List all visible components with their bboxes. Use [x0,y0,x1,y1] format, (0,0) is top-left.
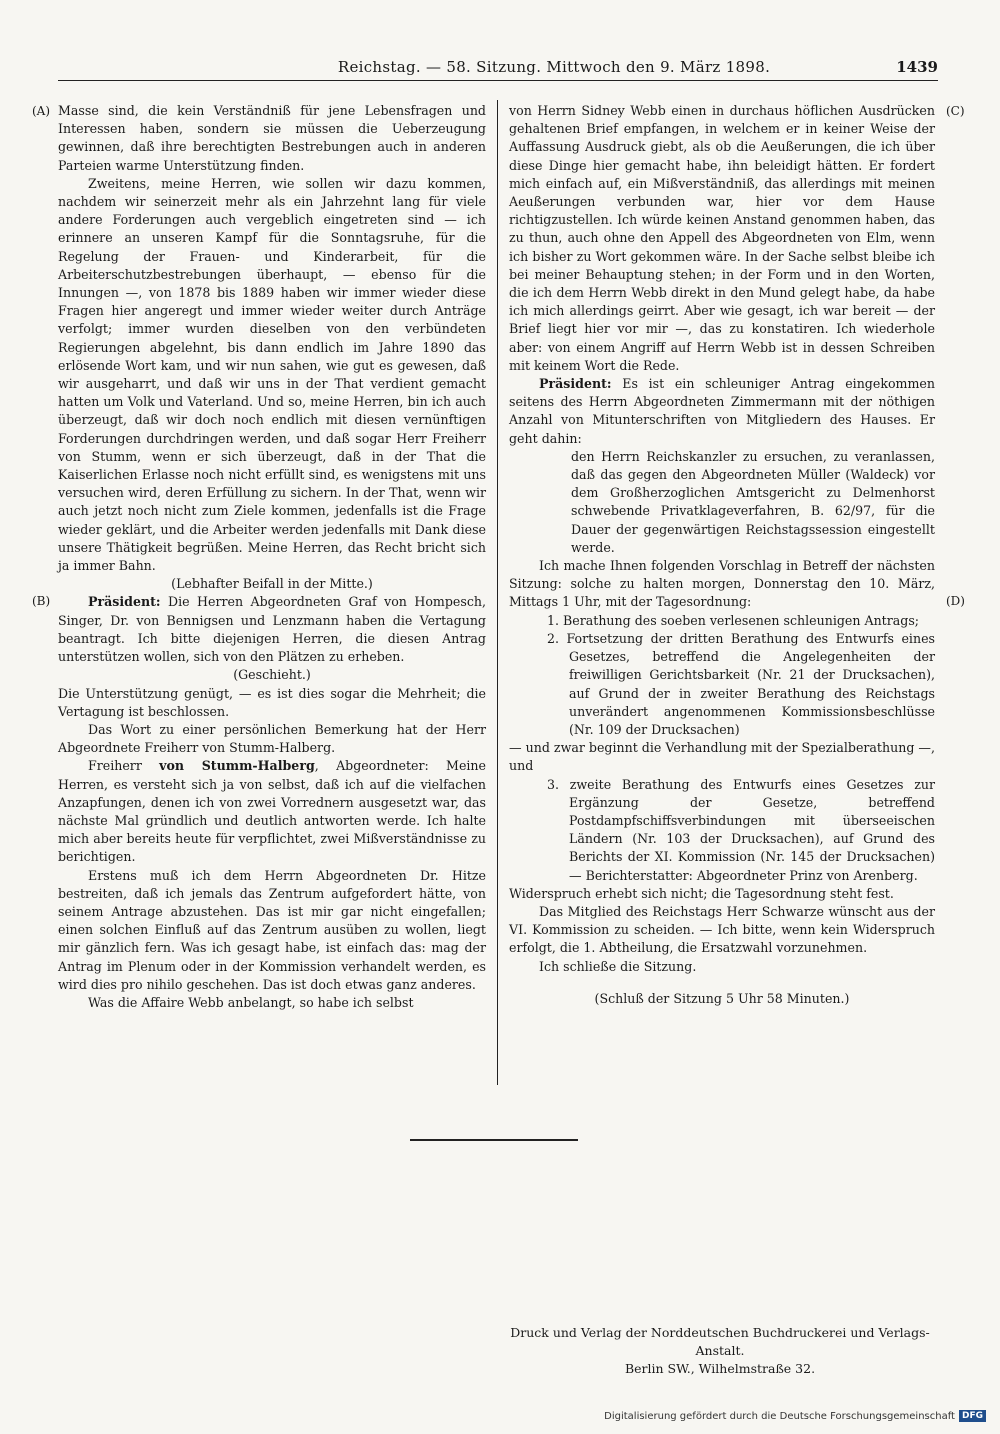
paragraph: — und zwar beginnt die Verhandlung mit der Spezialberathung —, und [509,740,935,774]
speaker-label: Präsident: [539,376,612,392]
margin-mark-b: (B) [32,594,51,608]
page-header [60,58,938,80]
stage-direction: (Geschieht.) [233,667,311,683]
paragraph [58,593,486,666]
digitization-credit [604,1410,986,1422]
imprint [500,1324,940,1378]
speaker-label: Präsident: [88,594,161,610]
left-column [58,102,486,1012]
paragraph: Zweitens, meine Herren, wie sollen wir dazu kommen, nachdem wir seinerzeit mehr als ein Jahrzehnt lang für viele andere Forderungen auch vergeblich eingetreten sind — ich erinnere an unseren Kampf für die Sonntagsruhe, für die Regelung der Frauen- und Kinderarbeit, für die Arbeiterschutzbestrebungen überhaupt, — ebenso für die Innungen —, von 1878 bis 1889 haben wir immer wieder diese Fragen hier angeregt und immer wieder weiter durch Anträge verfolgt; immer wurden dieselben von den verbündeten Regierungen abgelehnt, bis dann endlich im Jahre 1890 das erlösende Wort kam, und wir nun sahen, wie gut es gewesen, daß wir ausgeharrt, und daß wir uns in der That verdient gemacht hatten um Volk und Vaterland. Und so, meine Herren, bin ich auch überzeugt, daß wir doch noch endlich mit diesen vernünftigen Forderungen durchdringen werden, und daß sogar Herr Freiherr von Stumm, wenn er sich überzeugt, daß in der That die Kaiserlichen Erlasse noch nicht erfüllt sind, es wenigstens mit uns versuchen wird, deren Erfüllung zu sichern. In der That, wenn wir auch jetzt noch nicht zum Ziele kommen, jedenfalls ist die Frage wieder geklärt, und die Arbeiter werden jedenfalls mit Dank diese unsere Thätigkeit begrüßen. Meine Herren, das Recht bricht sich ja immer Bahn. [58,175,486,574]
margin-mark-d: (D) [946,594,965,608]
column-divider [497,100,498,1085]
speech-text: Meine Herren, es versteht sich ja von selbst, daß ich auf die vielfachen Anzapfungen, denen ich von zwei Vorrednern ausgesetzt war, das nächste Mal gründlich und deutlich antworten werde. Ich halte mich aber bereits heute für verpflichtet, zwei Mißverständnisse zu berichtigen. [58,758,486,865]
paragraph: Masse sind, die kein Verständniß für jene Lebensfragen und Interessen haben, sondern sie müssen die Ueberzeugung gewinnen, daß ihre berechtigten Bestrebungen auch in anderen Parteien warme Unterstützung finden. [58,103,486,173]
margin-mark-c: (C) [946,104,965,118]
paragraph: Das Wort zu einer persönlichen Bemerkung hat der Herr Abgeordnete Freiherr von Stumm-Halberg. [58,721,486,756]
paragraph: Widerspruch erhebt sich nicht; die Tagesordnung steht fest. [509,885,894,901]
paragraph: Ich schließe die Sitzung. [539,958,697,974]
margin-mark-a: (A) [32,104,51,118]
paragraph [509,375,935,448]
speaker-title: Freiherr [88,758,160,774]
right-column [509,102,935,1008]
paragraph: Was die Affaire Webb anbelangt, so habe ich selbst [88,994,414,1010]
agenda-item: 2. Fortsetzung der dritten Berathung des Entwurfs eines Gesetzes, betreffend die Angelegenheiten der freiwilligen Gerichtsbarkeit (Nr. 21 der Drucksachen), auf Grund der in zweiter Berathung des Reichstags unverändert angenommenen Kommissionsbeschlüsse (Nr. 109 der Drucksachen) [547,630,935,737]
motion-text: den Herrn Reichskanzler zu ersuchen, zu veranlassen, daß das gegen den Abgeordneten Müller (Waldeck) vor dem Großherzoglichen Amtsgericht zu Delmenhorst schwebende Privatklageverfahren, B. 62/97, für die Dauer der gegenwärtigen Reichstagssession eingestellt werde. [571,448,935,555]
paragraph: Die Unterstützung genügt, — es ist dies sogar die Mehrheit; die Vertagung ist beschlossen. [58,685,486,719]
agenda-item: 1. Berathung des soeben verlesenen schleunigen Antrags; [547,612,920,628]
imprint-line: Druck und Verlag der Norddeutschen Buchdruckerei und Verlags-Anstalt. [510,1325,930,1358]
speech-text: Die Herren Abgeordneten Graf von Hompesch, Singer, Dr. von Bennigsen und Lenzmann haben die Vertagung beantragt. Ich bitte diejenigen Herren, die diesen Antrag unterstützen wollen, sich von den Plätzen zu erheben. [58,594,486,665]
session-close: (Schluß der Sitzung 5 Uhr 58 Minuten.) [594,990,850,1006]
paragraph: Erstens muß ich dem Herrn Abgeordneten Dr. Hitze bestreiten, daß ich jemals das Zentrum aufgefordert hätte, von seinem Antrage abzustehen. Das ist mir gar nicht eingefallen; einen solchen Einfluß auf das Zentrum ausüben zu wollen, liegt mir gänzlich fern. Was ich gesagt habe, ist einfach das: mag der Antrag im Plenum oder in der Kommission verhandelt werden, es wird dies pro nihilo geschehen. Das ist doch etwas ganz anderes. [58,867,486,992]
paragraph: von Herrn Sidney Webb einen in durchaus höflichen Ausdrücken gehaltenen Brief empfangen, in welchem er in keiner Weise der Auffassung Ausdruck giebt, als ob die Aeußerungen, die ich über diese Dinge hier gemacht habe, ihn beleidigt hätten. Er fordert mich einfach auf, ein Mißverständniß, das allerdings mit meinen Aeußerungen verbunden war, hier vor dem Hause richtigzustellen. Ich würde keinen Anstand genommen haben, das zu thun, auch ohne den Appell des Abgeordneten von Elm, wenn ich bisher zu Wort gekommen wäre. In der Sache selbst bleibe ich bei meiner Behauptung stehen; in der Form und in den Worten, die ich dem Herrn Webb direkt in den Mund gelegt habe, da habe ich mich allerdings geirrt. Aber wie gesagt, ich war bereit — der Brief liegt hier vor mir —, das zu konstatiren. Ich wiederhole aber: von einem Angriff auf Herrn Webb ist in dessen Schreiben mit keinem Wort die Rede. [509,103,935,373]
header-rule [58,80,938,81]
stage-direction: (Lebhafter Beifall in der Mitte.) [171,576,373,592]
credit-text: Digitalisierung gefördert durch die Deutsche Forschungsgemeinschaft [604,1410,955,1422]
end-rule [410,1139,578,1141]
agenda-item: 3. zweite Berathung des Entwurfs eines Gesetzes zur Ergänzung der Gesetze, betreffend Postdampfschiffsverbindungen mit überseeischen Ländern (Nr. 103 der Drucksachen), auf Grund des Berichts der XI. Kommission (Nr. 145 der Drucksachen) — Berichterstatter: Abgeordneter Prinz von Arenberg. [547,776,935,883]
paragraph: Ich mache Ihnen folgenden Vorschlag in Betreff der nächsten Sitzung: solche zu halten morgen, Donnerstag den 10. März, Mittags 1 Uhr, mit der Tagesordnung: [509,558,935,610]
paragraph: Das Mitglied des Reichstags Herr Schwarze wünscht aus der VI. Kommission zu scheiden. — Ich bitte, wenn kein Widerspruch erfolgt, die 1. Abtheilung, die Ersatzwahl vorzunehmen. [509,903,935,956]
imprint-line: Berlin SW., Wilhelmstraße 32. [624,1361,816,1376]
speaker-role: , Abgeordneter: [314,758,447,774]
page-number: 1439 [896,58,938,76]
speech-text: Es ist ein schleuniger Antrag eingekommen seitens des Herrn Abgeordneten Zimmermann mit der nöthigen Anzahl von Mitunterschriften von Mitgliedern des Hauses. Er geht dahin: [509,376,935,446]
paragraph [58,757,486,866]
running-title: Reichstag. — 58. Sitzung. Mittwoch den 9. März 1898. [337,58,771,76]
speaker-name: von Stumm-Halberg [159,758,315,774]
dfg-logo-icon: DFG [959,1410,986,1422]
